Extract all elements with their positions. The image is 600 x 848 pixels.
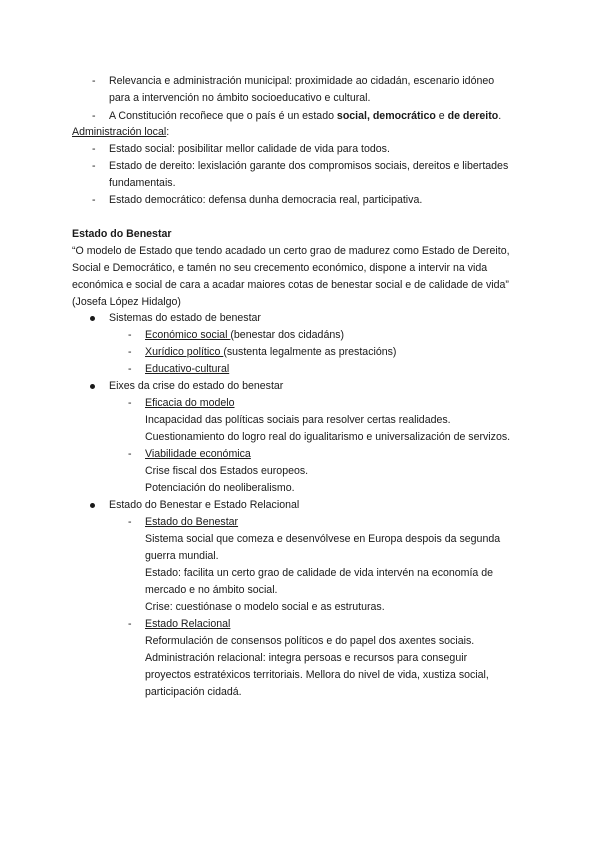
- list-marker: -: [92, 75, 96, 87]
- subitem-title: Eficacia do modelo: [145, 397, 235, 409]
- list-item-text: Estado democrático: defensa dunha democracia real, participativa.: [109, 194, 423, 206]
- list-marker: -: [92, 143, 96, 155]
- subitem-text: proyectos estratéxicos territoriais. Mellora do nivel de vida, xustiza social,: [145, 669, 489, 681]
- bold-text: de dereito: [447, 110, 499, 122]
- bullet-icon: [90, 316, 95, 321]
- quote-line: “O modelo de Estado que tendo acadado un certo grao de madurez como Estado de Dereito,: [72, 245, 510, 257]
- list-marker: -: [128, 329, 132, 341]
- bold-text: social, democrático: [336, 110, 436, 122]
- subitem-text: Potenciación do neoliberalismo.: [145, 482, 295, 494]
- list-marker: -: [128, 363, 132, 375]
- list-item-text: A Constitución recoñece que o país é un estado social, democrático e de dereito.: [109, 110, 502, 122]
- subitem-text: Estado: facilita un certo grao de calidade de vida intervén na economía de: [145, 567, 494, 579]
- bullet-label: Estado do Benestar e Estado Relacional: [109, 499, 300, 511]
- list-marker: -: [92, 194, 96, 206]
- subitem-text: Crise fiscal dos Estados europeos.: [145, 465, 309, 477]
- list-marker: -: [128, 516, 132, 528]
- quote-line: Social e Democrático, e tamén no seu crecemento económico, dispone a intervir na vida: [72, 262, 488, 274]
- subitem-title: Viabilidade económica: [145, 448, 251, 460]
- bullet-icon: [90, 384, 95, 389]
- list-marker: -: [128, 448, 132, 460]
- subitem-text: guerra mundial.: [145, 550, 219, 562]
- list-item-text: Relevancia e administración municipal: proximidade ao cidadán, escenario idóneo: [109, 75, 495, 87]
- subitem-text: Administración relacional: integra persoas e recursos para conseguir: [145, 652, 468, 664]
- subitem-text: Sistema social que comeza e desenvólvese en Europa despois da segunda: [145, 533, 501, 545]
- section-heading: Administración local:: [72, 126, 170, 138]
- bullet-icon: [90, 503, 95, 508]
- list-item-text: fundamentais.: [109, 177, 176, 189]
- subitem-text: Cuestionamiento do logro real do igualitarismo e universalización de servizos.: [145, 431, 511, 443]
- list-item-text: Educativo-cultural: [145, 363, 230, 375]
- list-marker: -: [128, 397, 132, 409]
- subitem-text: Crise: cuestiónase o modelo social e as estruturas.: [145, 601, 385, 613]
- subitem-title: Estado Relacional: [145, 618, 231, 630]
- subitem-text: participación cidadá.: [145, 686, 242, 698]
- list-item-text: Estado social: posibilitar mellor calidade de vida para todos.: [109, 143, 390, 155]
- subitem-text: mercado e no ámbito social.: [145, 584, 278, 596]
- list-item-text: para a intervención no ámbito socioeducativo e cultural.: [109, 92, 371, 104]
- list-marker: -: [92, 160, 96, 172]
- subitem-title: Estado do Benestar: [145, 516, 239, 528]
- list-marker: -: [128, 346, 132, 358]
- list-item-text: Xurídico político (sustenta legalmente as prestacións): [145, 346, 397, 358]
- quote-line: económica e social de cara a acadar maiores cotas de benestar social e de calidade de vida”: [72, 279, 509, 291]
- quote-author: (Josefa López Hidalgo): [72, 296, 181, 308]
- list-marker: -: [92, 110, 96, 122]
- bullet-label: Eixes da crise do estado do benestar: [109, 380, 284, 392]
- list-item-text: Estado de dereito: lexislación garante dos compromisos sociais, dereitos e libertades: [109, 160, 509, 172]
- list-item-text: Económico social (benestar dos cidadáns): [145, 329, 345, 341]
- section-heading: Estado do Benestar: [72, 228, 172, 240]
- bullet-label: Sistemas do estado de benestar: [109, 312, 261, 324]
- subitem-text: Incapacidad das políticas sociais para resolver certas realidades.: [145, 414, 451, 426]
- list-marker: -: [128, 618, 132, 630]
- subitem-text: Reformulación de consensos políticos e do papel dos axentes sociais.: [145, 635, 475, 647]
